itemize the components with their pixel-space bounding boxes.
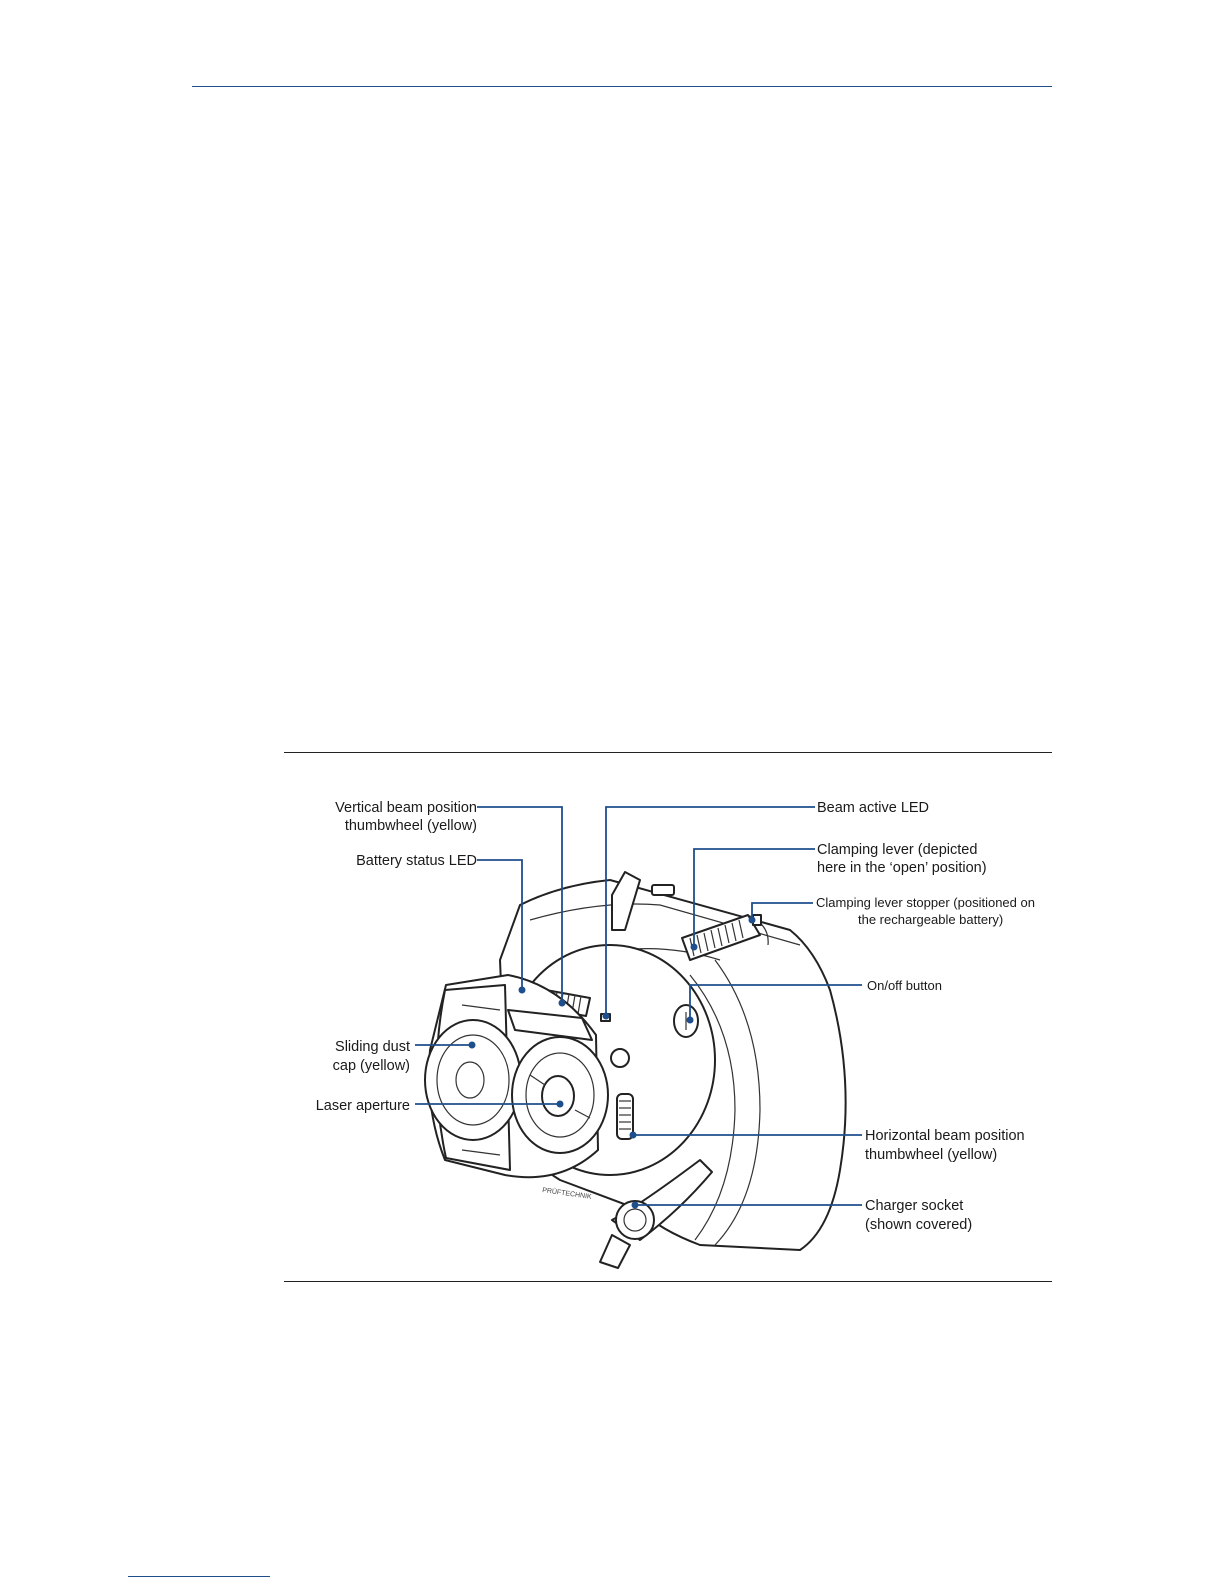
horizontal-thumbwheel (617, 1094, 633, 1139)
device-illustration (425, 872, 846, 1268)
label-vertical-thumbwheel-2: thumbwheel (yellow) (344, 818, 477, 834)
label-laser-aperture: Laser aperture (315, 1098, 410, 1114)
label-clamping-stopper-1: Clamping lever stopper (positioned on (816, 895, 1035, 910)
label-onoff-button: On/off button (867, 978, 942, 993)
laser-aperture-lens (512, 1037, 608, 1153)
label-charger-socket-2: (shown covered) (865, 1217, 973, 1233)
label-clamping-lever-1: Clamping lever (depicted (817, 842, 978, 858)
top-tab (652, 885, 674, 895)
label-sliding-cap-1: Sliding dust (335, 1039, 410, 1055)
front-knob (611, 1049, 629, 1067)
label-charger-socket-1: Charger socket (865, 1198, 964, 1214)
label-horizontal-thumbwheel-1: Horizontal beam position (865, 1128, 1025, 1144)
label-horizontal-thumbwheel-2: thumbwheel (yellow) (865, 1147, 998, 1163)
brand-mark: PRÜFTECHNIK (541, 1187, 592, 1201)
label-beam-active-led: Beam active LED (817, 800, 930, 816)
label-clamping-stopper-2: the rechargeable battery) (858, 912, 1004, 927)
label-battery-led: Battery status LED (356, 853, 477, 869)
label-sliding-cap-2: cap (yellow) (332, 1058, 410, 1074)
label-clamping-lever-2: here in the ‘open’ position) (817, 860, 987, 876)
label-vertical-thumbwheel-1: Vertical beam position (335, 800, 477, 816)
